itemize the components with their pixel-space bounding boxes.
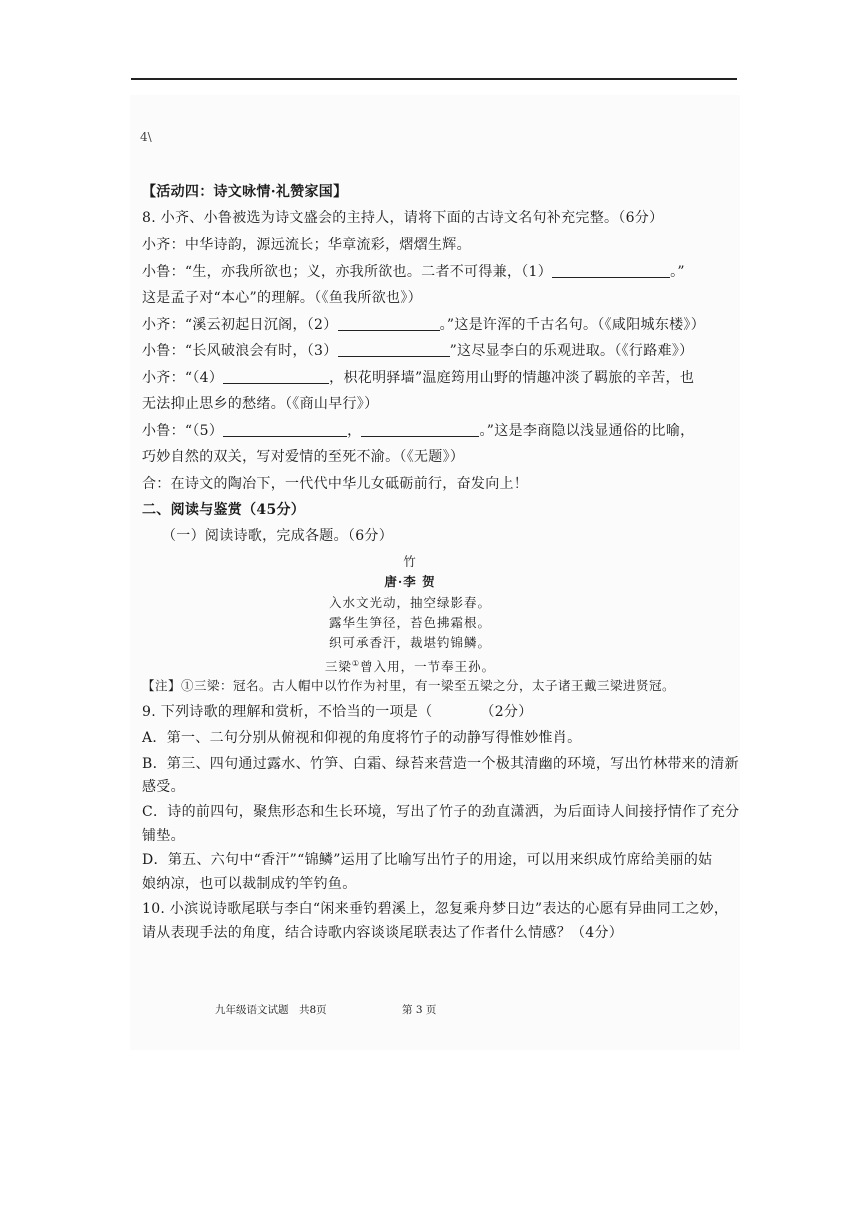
- dialogue-text: 小鲁：“长风破浪会有时，（3）: [142, 343, 338, 359]
- question-9: [142, 702, 533, 722]
- dialogue-text: 小齐：“（4）: [142, 370, 224, 386]
- option-d-line-2: 娘纳凉，也可以裁制成钓竿钓鱼。: [142, 876, 357, 892]
- poem-line-1: 入水文光动，抽空绿影春。: [328, 595, 491, 610]
- dialogue-line-9: 巧妙自然的双关，写对爱情的至死不渝。（《无题》）: [142, 449, 465, 465]
- footer-page-number: 第 3 页: [402, 1004, 437, 1016]
- option-c-line-1: C．诗的前四句，聚焦形态和生长环境，写出了竹子的劲直潇洒，为后面诗人间接抒情作了充分: [142, 804, 740, 820]
- answer-blank-2[interactable]: [338, 316, 440, 331]
- question-score: （2分）: [480, 704, 533, 720]
- answer-blank-4[interactable]: [223, 369, 329, 384]
- option-b-line-2: 感受。: [142, 779, 185, 795]
- answer-blank-1[interactable]: [552, 263, 670, 278]
- dialogue-text: ”这尽显李白的乐观进取。（《行路难》）: [449, 343, 694, 359]
- poem-author: 唐·李 贺: [384, 574, 436, 589]
- dialogue-line-5: [142, 341, 693, 361]
- question-8: 8. 小齐、小鲁被选为诗文盛会的主持人，请将下面的古诗文名句补充完整。（6分）: [142, 210, 664, 226]
- question-stem: 9. 下列诗歌的理解和赏析，不恰当的一项是（: [142, 704, 433, 720]
- dialogue-text: 小齐：“溪云初起日沉阁，（2）: [142, 317, 338, 333]
- corner-mark: 4\: [140, 130, 152, 144]
- option-a: A．第一、二句分别从俯视和仰视的角度将竹子的动静写得惟妙惟肖。: [142, 730, 582, 746]
- dialogue-text: 。”这是李商隐以浅显通俗的比喻，: [479, 423, 695, 439]
- top-rule: [131, 78, 737, 80]
- question-10-line-1: 10. 小滨说诗歌尾联与李白“闲来垂钓碧溪上，忽复乘舟梦日边”表达的心愿有异曲同工之妙，: [142, 901, 729, 917]
- dialogue-line-6: [142, 368, 694, 388]
- poem-line-4: [300, 654, 520, 677]
- dialogue-text: 。”这是许浑的千古名句。（《咸阳城东楼》）: [439, 317, 706, 333]
- dialogue-text: 小鲁：“生，亦我所欲也；义，亦我所欲也。二者不可得兼，（1）: [142, 264, 553, 280]
- option-c-line-2: 铺垫。: [142, 828, 185, 844]
- poem-note: 【注】①三梁：冠名。古人帽中以竹作为衬里，有一梁至五梁之分，太子诸王戴三梁进贤冠。: [142, 678, 676, 693]
- poem-line-2: 露华生笋径，苔色拂霜根。: [328, 615, 491, 630]
- option-b-line-1: B．第三、四句通过露水、竹笋、白霜、绿苔来营造一个极其清幽的环境，写出竹林带来的清新: [142, 756, 739, 772]
- section-2-sub1: （一）阅读诗歌，完成各题。（6分）: [162, 528, 394, 544]
- dialogue-line-4: [142, 315, 705, 335]
- dialogue-line-1: 小齐：中华诗韵，源远流长；华章流彩，熠熠生辉。: [142, 237, 471, 253]
- footer-exam-info: 九年级语文试题 共8页: [215, 1004, 327, 1016]
- dialogue-line-2: [142, 262, 685, 282]
- answer-blank-3[interactable]: [338, 342, 450, 357]
- dialogue-line-10: 合：在诗文的陶冶下，一代代中华儿女砥砺前行，奋发向上！: [142, 476, 529, 492]
- poem-title: 竹: [403, 554, 417, 569]
- activity-title: 【活动四：诗文咏情·礼赞家国】: [142, 184, 348, 200]
- option-d-line-1: D．第五、六句中“香汗”“锦鳞”运用了比喻写出竹子的用途，可以用来织成竹席给美丽的姑: [142, 852, 713, 868]
- dialogue-text: 小鲁：“（5）: [142, 423, 224, 439]
- question-10-line-2: 请从表现手法的角度，结合诗歌内容谈谈尾联表达了作者什么情感？（4分）: [142, 925, 624, 941]
- dialogue-text: ，枳花明驿墙”温庭筠用山野的情趣冲淡了羁旅的辛苦，也: [329, 370, 695, 386]
- answer-blank-5b[interactable]: [361, 422, 479, 437]
- dialogue-line-7: 无法抑止思乡的愁绪。（《商山早行》）: [142, 396, 379, 412]
- dialogue-text: 。”: [670, 264, 685, 280]
- dialogue-line-3: 这是孟子对“本心”的理解。（《鱼我所欲也》）: [142, 290, 422, 306]
- dialogue-text: ，: [347, 423, 362, 439]
- poem-line-3: 织可承香汗，裁堪钓锦鳞。: [328, 635, 491, 650]
- poem-text: 三梁: [324, 659, 352, 675]
- poem-text: 曾入用，一节奉王孙。: [360, 659, 496, 675]
- section-2-title: 二、阅读与鉴赏（45分）: [142, 502, 306, 518]
- dialogue-line-8: [142, 421, 694, 441]
- footnote-marker: ①: [351, 659, 361, 668]
- answer-blank-5a[interactable]: [223, 422, 347, 437]
